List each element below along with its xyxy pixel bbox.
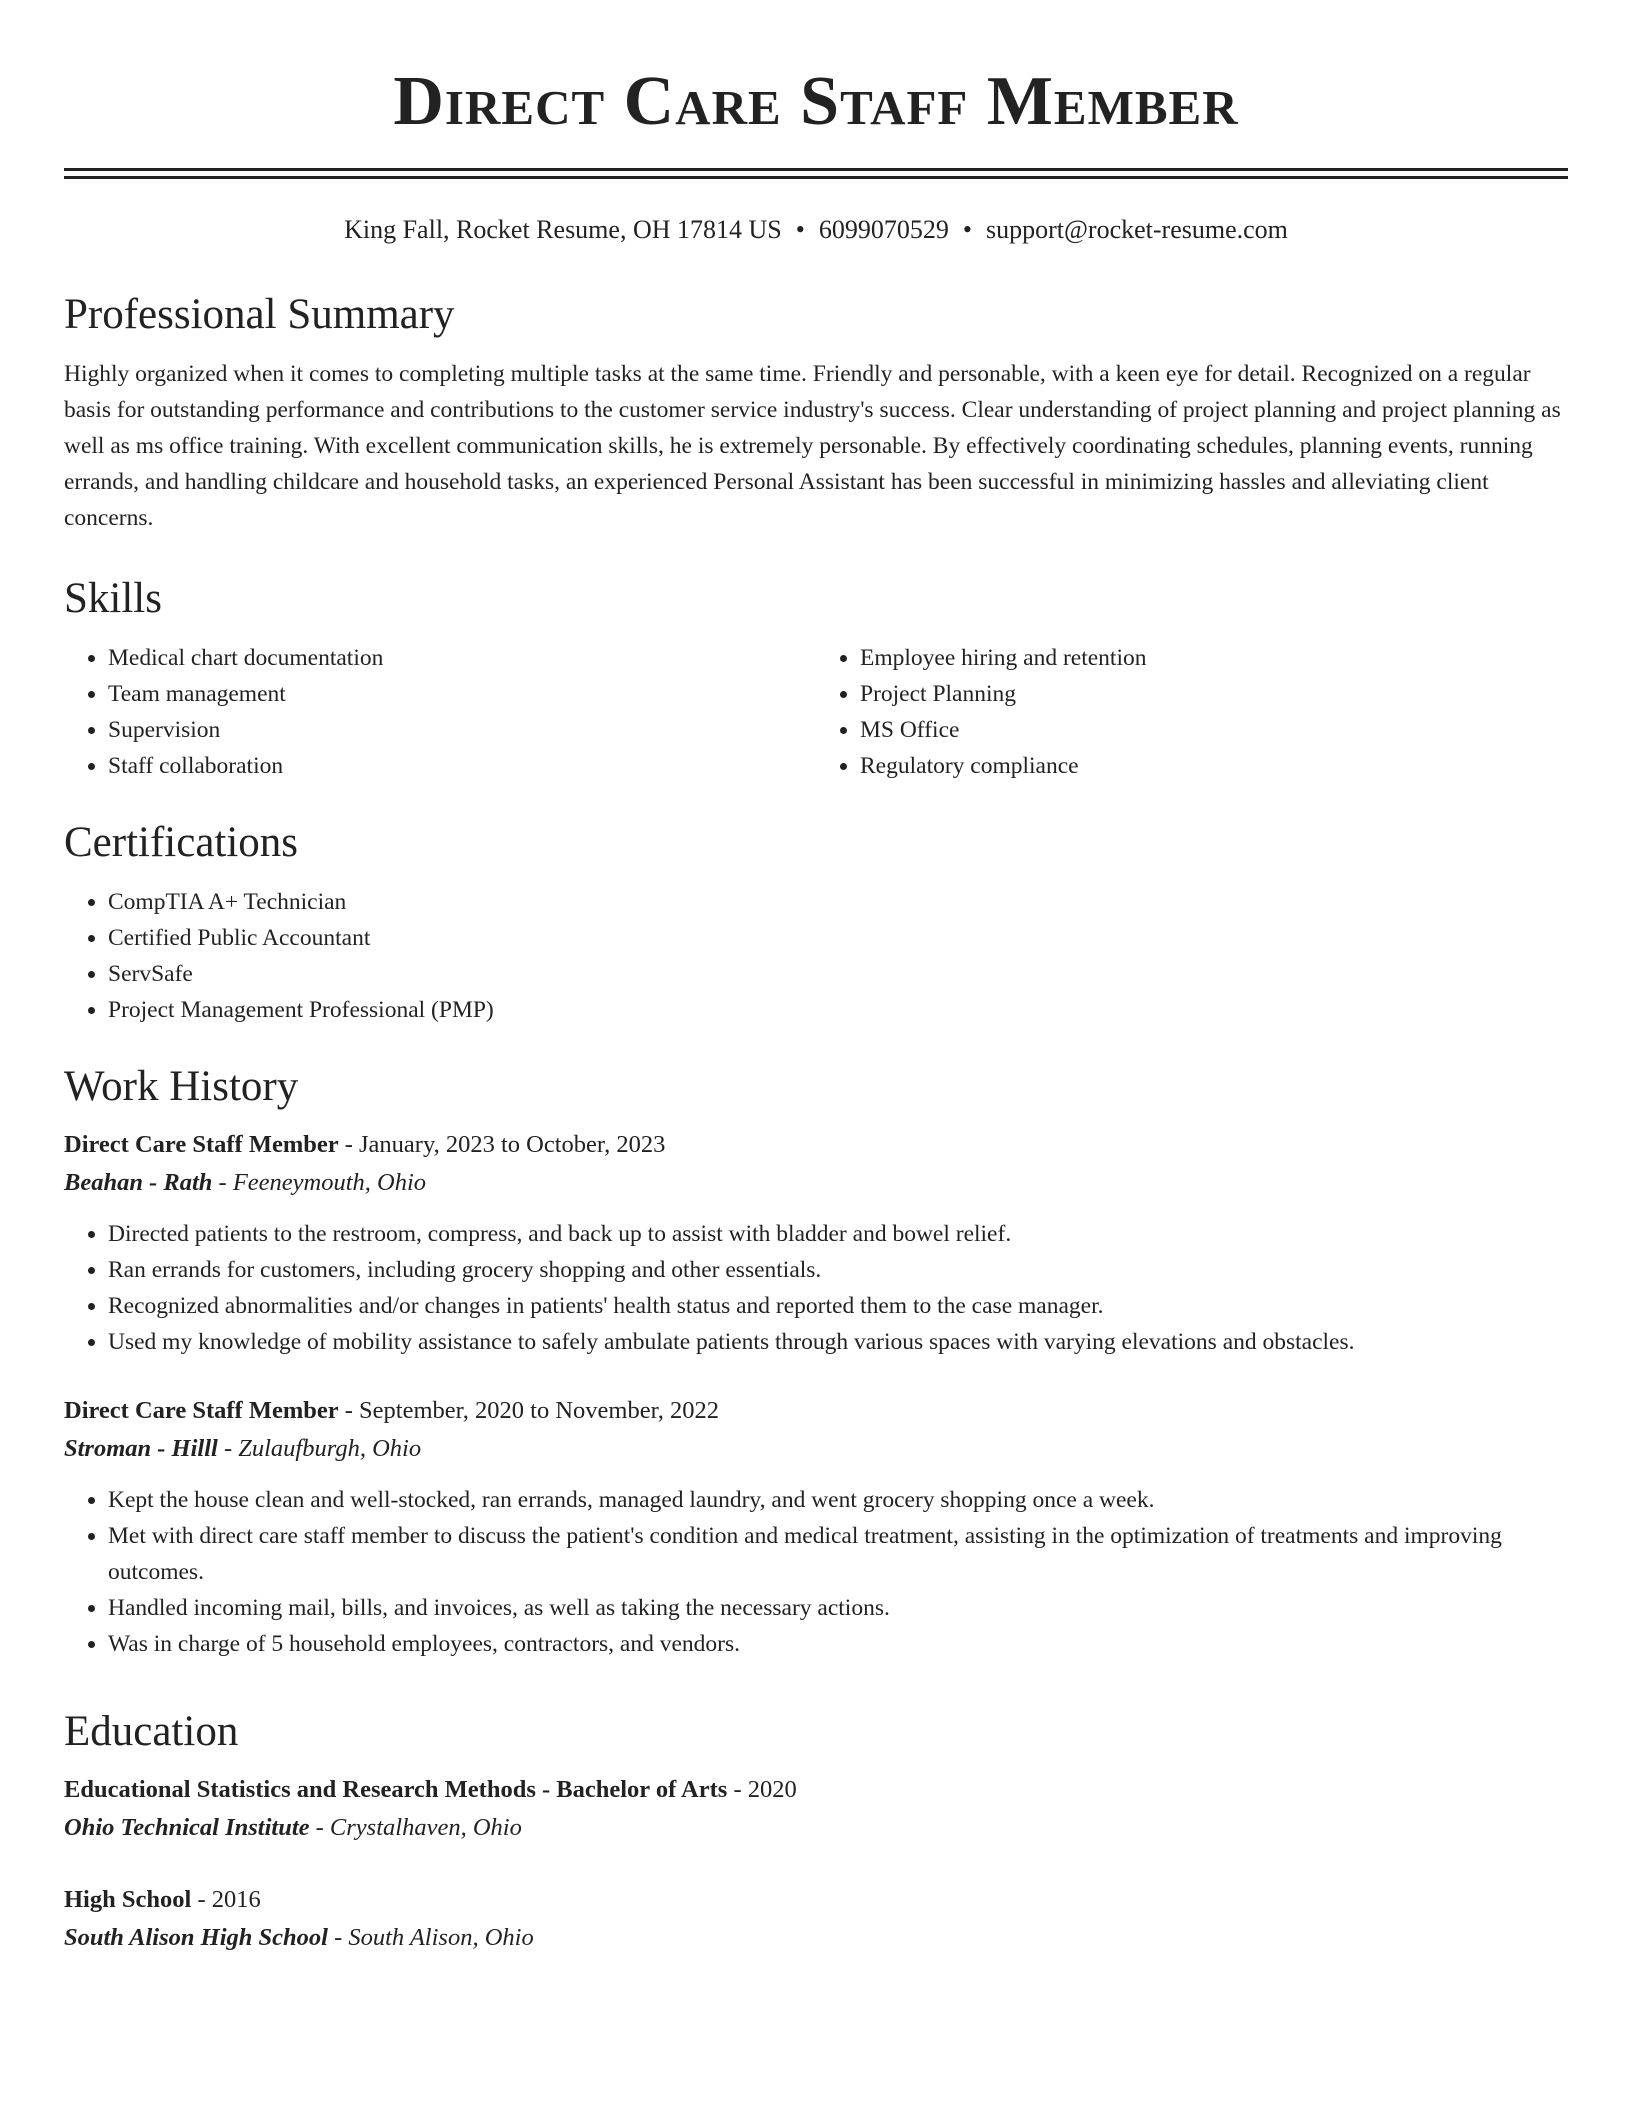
certification-item: • Certified Public Accountant xyxy=(108,920,1568,956)
certification-item: • Project Management Professional (PMP) xyxy=(108,992,1568,1028)
skill-item: • MS Office xyxy=(860,712,1568,748)
skills-columns xyxy=(64,640,1568,784)
job-employer xyxy=(64,1164,1568,1202)
job-entry xyxy=(64,1392,1568,1662)
contact-phone: 6099070529 xyxy=(818,215,949,244)
job-dates: - September, 2020 to November, 2022 xyxy=(338,1397,720,1424)
certifications-heading: Certifications xyxy=(64,819,299,866)
education-header xyxy=(64,1771,1568,1809)
job-bullet: • Handled incoming mail, bills, and invoices, as well as taking the necessary actions. xyxy=(108,1590,1568,1626)
resume-title: Direct Care Staff Member xyxy=(393,63,1239,140)
job-entry xyxy=(64,1126,1568,1360)
job-header xyxy=(64,1126,1568,1164)
job-bullet: • Was in charge of 5 household employees, contractors, and vendors. xyxy=(108,1626,1568,1662)
education-year: - 2020 xyxy=(727,1776,797,1803)
contact-address: King Fall, Rocket Resume, OH 17814 US xyxy=(344,215,782,244)
education-school: South Alison High School xyxy=(64,1924,328,1951)
job-company: Stroman - Hilll xyxy=(64,1435,218,1462)
education-location: - South Alison, Ohio xyxy=(327,1924,534,1951)
job-bullet: • Recognized abnormalities and/or changes in patients' health status and reported them to the case manager. xyxy=(108,1288,1568,1324)
education-header xyxy=(64,1881,1568,1919)
education-heading: Education xyxy=(64,1708,239,1755)
job-bullets xyxy=(64,1216,1568,1360)
education-entry xyxy=(64,1881,1568,1957)
skills-list-right xyxy=(816,640,1568,784)
job-bullet: • Directed patients to the restroom, compress, and back up to assist with bladder and bowel relief. xyxy=(108,1216,1568,1252)
work-history-section xyxy=(64,1062,1568,1662)
education-entry xyxy=(64,1771,1568,1847)
certification-item: • ServSafe xyxy=(108,956,1568,992)
job-location: - Zulaufburgh, Ohio xyxy=(217,1435,422,1462)
skills-section xyxy=(64,574,1568,784)
skill-item: • Team management xyxy=(108,676,816,712)
title-double-rule xyxy=(64,168,1568,179)
contact-email[interactable]: support@rocket-resume.com xyxy=(985,215,1288,244)
education-location: - Crystalhaven, Ohio xyxy=(309,1814,522,1841)
summary-text: Highly organized when it comes to completing multiple tasks at the same time. Friendly and personable, with a keen eye for detail. Recognized on a regular basis for outstanding performance and contributions to the customer service industry's success. Clear understanding of project planning and project planning as well as ms office training. With excellent communication skills, he is extremely personable. By effectively coordinating schedules, planning events, running errands, and handling childcare and household tasks, an experienced Personal Assistant has been successful in minimizing hassles and alleviating client concerns. xyxy=(64,361,1561,531)
skill-item: • Medical chart documentation xyxy=(108,640,816,676)
job-dates: - January, 2023 to October, 2023 xyxy=(338,1131,666,1158)
certifications-section xyxy=(64,818,1568,1028)
contact-line xyxy=(64,215,1568,245)
education-degree: Educational Statistics and Research Methods - Bachelor of Arts xyxy=(64,1776,728,1803)
education-degree: High School xyxy=(64,1886,192,1913)
resume-page xyxy=(64,0,1568,1951)
skills-list-left xyxy=(64,640,816,784)
education-institution xyxy=(64,1809,1568,1847)
summary-section xyxy=(64,290,1568,536)
job-header xyxy=(64,1392,1568,1430)
job-company: Beahan - Rath xyxy=(64,1169,213,1196)
skill-item: • Supervision xyxy=(108,712,816,748)
education-section xyxy=(64,1707,1568,1957)
job-location: - Feeneymouth, Ohio xyxy=(212,1169,427,1196)
summary-heading: Professional Summary xyxy=(64,291,455,338)
job-bullet: • Used my knowledge of mobility assistance to safely ambulate patients through various spaces with varying elevations and obstacles. xyxy=(108,1324,1568,1360)
skill-item: • Staff collaboration xyxy=(108,748,816,784)
education-school: Ohio Technical Institute xyxy=(64,1814,310,1841)
job-bullets xyxy=(64,1482,1568,1662)
job-employer xyxy=(64,1430,1568,1468)
job-bullet: • Kept the house clean and well-stocked, ran errands, managed laundry, and went grocery shopping once a week. xyxy=(108,1482,1568,1518)
job-role: Direct Care Staff Member xyxy=(64,1397,339,1424)
certifications-list xyxy=(64,884,1568,1028)
skill-item: • Employee hiring and retention xyxy=(860,640,1568,676)
certification-item: • CompTIA A+ Technician xyxy=(108,884,1568,920)
job-role: Direct Care Staff Member xyxy=(64,1131,339,1158)
contact-separator: • xyxy=(795,215,805,244)
education-year: - 2016 xyxy=(191,1886,261,1913)
education-institution xyxy=(64,1919,1568,1957)
job-bullet: • Met with direct care staff member to discuss the patient's condition and medical treatment, assisting in the optimization of treatments and improving outcomes. xyxy=(108,1518,1568,1590)
contact-separator: • xyxy=(962,215,972,244)
skills-heading: Skills xyxy=(64,575,162,622)
work-history-heading: Work History xyxy=(64,1063,299,1110)
skill-item: • Project Planning xyxy=(860,676,1568,712)
job-bullet: • Ran errands for customers, including grocery shopping and other essentials. xyxy=(108,1252,1568,1288)
skill-item: • Regulatory compliance xyxy=(860,748,1568,784)
